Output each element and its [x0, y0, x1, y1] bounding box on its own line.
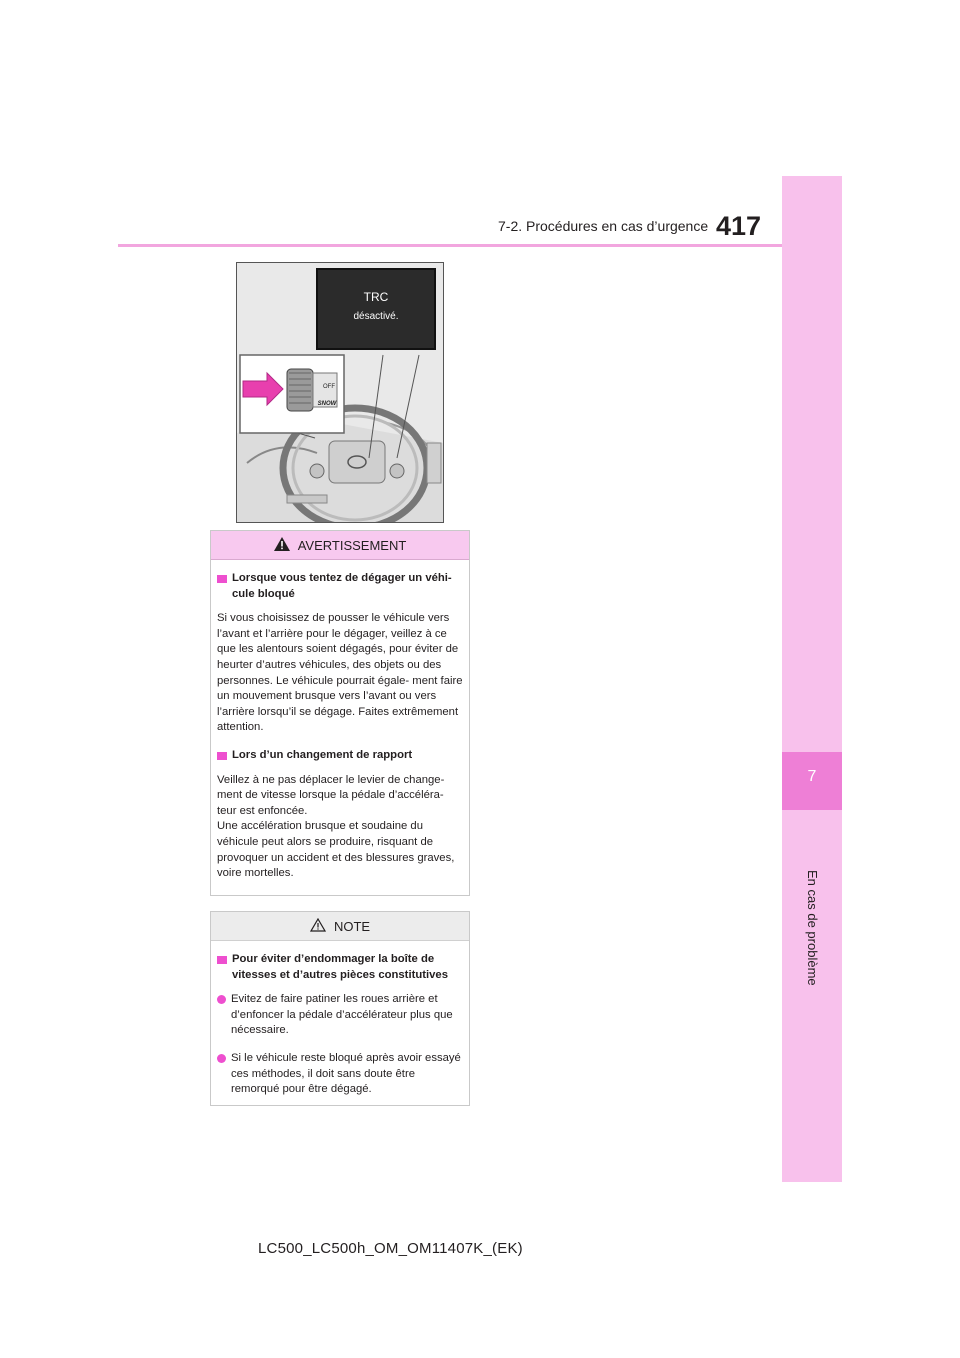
switch-label-snow: SNOW: [317, 401, 337, 407]
chapter-side-tab: [782, 176, 842, 1182]
warning-title: AVERTISSEMENT: [297, 537, 407, 553]
square-bullet-icon: [217, 752, 227, 760]
chapter-title-vertical: [798, 870, 828, 986]
note-title: NOTE: [333, 918, 371, 934]
switch-label-off: OFF: [323, 384, 335, 390]
warning-subheading-gear: [217, 748, 463, 764]
display-text-trc: TRC: [363, 290, 389, 304]
list-item: [217, 992, 463, 1039]
document-code: LC500_LC500h_OM_OM11407K_(EK): [258, 1240, 523, 1257]
note-bullet-1: Evitez de faire patiner les roues arrière et d’enfoncer la pédale d’accélérateur plus que nécessaire.: [231, 993, 453, 1037]
trc-switch-illustration: [236, 262, 444, 523]
warning-icon: [274, 537, 290, 554]
note-heading: Pour éviter d’endommager la boîte de vitesses et d’autres pièces constitutives: [232, 953, 448, 981]
section-title: 7-2. Procédures en cas d’urgence: [498, 218, 709, 234]
warning-heading-1: Lorsque vous tentez de dégager un véhi- cule bloqué: [232, 572, 452, 600]
square-bullet-icon: [217, 956, 227, 964]
warning-header: [211, 531, 469, 560]
caution-outline-icon: [310, 918, 326, 935]
display-text-deactivated: désactivé.: [353, 311, 399, 322]
warning-subheading-stuck: [217, 571, 463, 602]
square-bullet-icon: [217, 575, 227, 583]
note-header: [211, 912, 469, 941]
header-divider: [118, 244, 782, 247]
page-number: 417: [716, 211, 762, 241]
warning-box: [210, 530, 470, 896]
warning-heading-2: Lors d’un changement de rapport: [232, 748, 413, 761]
round-bullet-icon: [217, 995, 226, 1004]
note-bullet-2: Si le véhicule reste bloqué après avoir essayé ces méthodes, il doit sans doute être remorqué pour être dégagé.: [231, 1051, 461, 1096]
warning-text-2a: Veillez à ne pas déplacer le levier de change- ment de vitesse lorsque la pédale d’accéléra- teur est enfoncée.: [217, 773, 445, 817]
note-subheading: [217, 952, 463, 983]
chapter-title: En cas de problème: [805, 870, 820, 986]
warning-text-1: Si vous choisissez de pousser le véhicule vers l’avant et l’arrière pour le dégager, veillez à ce que les alentours soient dégagés, pour éviter de heurter d’autres véhicules, des objets ou des personnes. Le véhicule pourrait égale- ment faire un mouvement brusque vers l’avant ou vers l’arrière lorsqu’il se dégage. Faites extrêmement attention.: [217, 612, 463, 734]
list-item: [217, 1051, 463, 1098]
note-box: [210, 911, 470, 1106]
chapter-number: 7: [807, 768, 817, 785]
warning-text-2b: Une accélération brusque et soudaine du véhicule peut alors se produire, risquant de provoquer un accident et des blessures graves, voire mortelles.: [217, 820, 455, 880]
round-bullet-icon: [217, 1054, 226, 1063]
